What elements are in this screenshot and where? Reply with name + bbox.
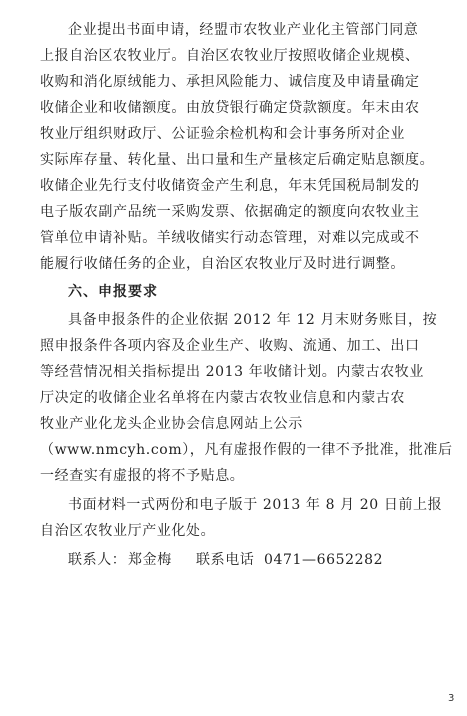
text-line: 厅决定的收储企业名单将在内蒙古农牧业信息和内蒙古农 <box>40 390 405 406</box>
contact-person-label: 联系人： <box>68 552 127 568</box>
contact-phone-number: 0471—6652282 <box>264 552 384 568</box>
text-line: 具备申报条件的企业依据 2012 年 12 月末财务账目，按 <box>68 312 438 328</box>
text-line: 实际库存量、转化量、出口量和生产量核定后确定贴息额度。 <box>40 152 435 168</box>
contact-phone-label: 联系电话 <box>196 552 255 568</box>
text-line: 照申报条件各项内容及企业生产、收购、流通、加工、出口 <box>40 338 420 354</box>
text-line: 管单位申请补贴。羊绒收储实行动态管理，对难以完成或不 <box>40 230 420 246</box>
text-line: 电子版农副产品统一采购发票、依据确定的额度向农牧业主 <box>40 204 420 220</box>
text-line: 能履行收储任务的企业，自治区农牧业厅及时进行调整。 <box>40 256 405 272</box>
text-line: 收购和消化原绒能力、承担风险能力、诚信度及申请量确定 <box>40 74 420 90</box>
text-line: 等经营情况相关指标提出 2013 年收储计划。内蒙古农牧业 <box>40 364 424 380</box>
text-line: 牧业厅组织财政厅、公证验余检机构和会计事务所对企业 <box>40 126 405 142</box>
text-line: 一经查实有虚报的将不予贴息。 <box>40 468 245 484</box>
text-line: 上报自治区农牧业厅。自治区农牧业厅按照收储企业规模、 <box>40 48 420 64</box>
text-line: 自治区农牧业厅产业化处。 <box>40 523 216 539</box>
section-heading: 六、申报要求 <box>68 284 158 300</box>
contact-person-name: 郑金梅 <box>128 552 172 568</box>
text-line: 牧业产业化龙头企业协会信息网站上公示 <box>40 416 303 432</box>
text-line: 收储企业先行支付收储资金产生利息，年末凭国税局制发的 <box>40 178 420 194</box>
text-line: 收储企业和收储额度。由放贷银行确定贷款额度。年末由农 <box>40 100 420 116</box>
text-line: 书面材料一式两份和电子版于 2013 年 8 月 20 日前上报 <box>68 497 443 513</box>
page-number: 3 <box>448 693 455 704</box>
text-line: （www.nmcyh.com），凡有虚报作假的一律不予批准，批准后 <box>40 442 453 458</box>
text-line: 企业提出书面申请，经盟市农牧业产业化主管部门同意 <box>68 22 419 38</box>
